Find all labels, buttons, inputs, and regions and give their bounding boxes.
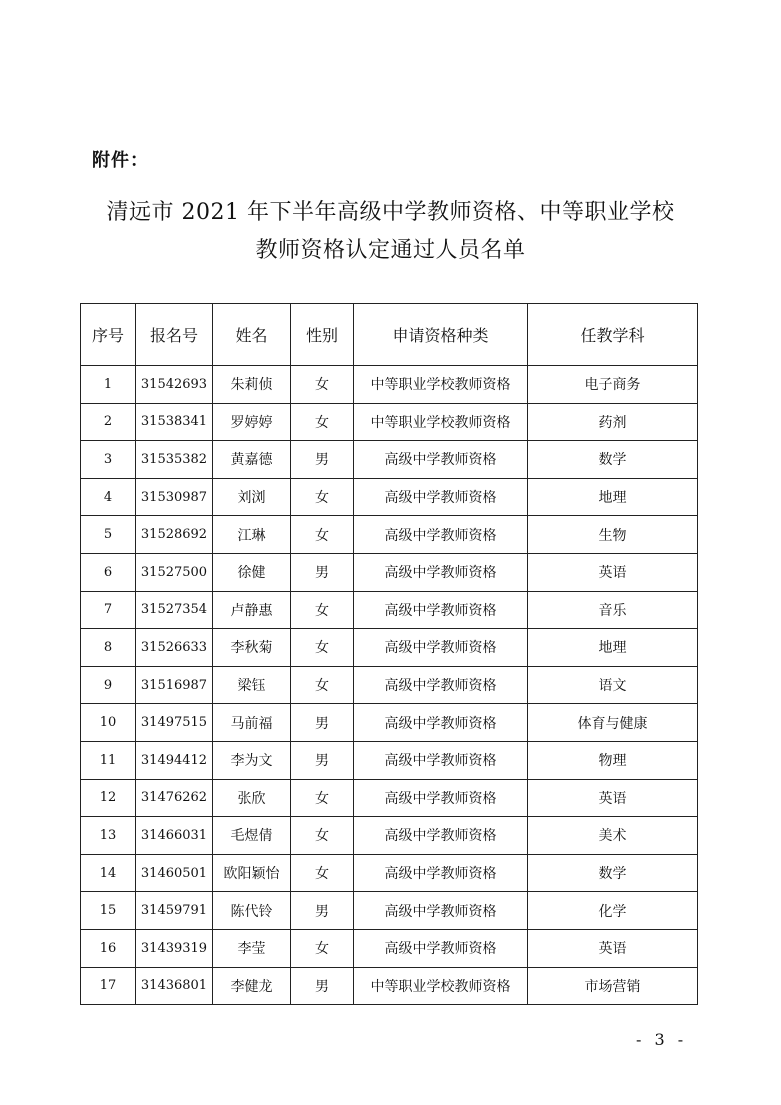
table-row bbox=[81, 741, 698, 779]
cell-qualification-type: 高级中学教师资格 bbox=[354, 629, 528, 667]
cell-subject: 音乐 bbox=[528, 591, 698, 629]
cell-qualification-type: 高级中学教师资格 bbox=[354, 666, 528, 704]
table-row bbox=[81, 478, 698, 516]
cell-registration-no: 31535382 bbox=[136, 441, 213, 479]
attachment-label: 附件： bbox=[92, 150, 149, 171]
cell-registration-no: 31530987 bbox=[136, 478, 213, 516]
cell-name: 毛煜倩 bbox=[213, 817, 291, 855]
cell-gender: 女 bbox=[291, 629, 354, 667]
cell-serial: 2 bbox=[81, 403, 136, 441]
cell-subject: 地理 bbox=[528, 629, 698, 667]
cell-serial: 7 bbox=[81, 591, 136, 629]
cell-subject: 美术 bbox=[528, 817, 698, 855]
table-header-row bbox=[81, 304, 698, 366]
cell-name: 朱莉侦 bbox=[213, 366, 291, 404]
cell-name: 江琳 bbox=[213, 516, 291, 554]
table-row bbox=[81, 892, 698, 930]
cell-serial: 10 bbox=[81, 704, 136, 742]
cell-gender: 女 bbox=[291, 929, 354, 967]
cell-registration-no: 31460501 bbox=[136, 854, 213, 892]
cell-qualification-type: 高级中学教师资格 bbox=[354, 929, 528, 967]
cell-qualification-type: 高级中学教师资格 bbox=[354, 741, 528, 779]
header-gender: 性别 bbox=[291, 304, 354, 366]
table-row bbox=[81, 929, 698, 967]
cell-name: 徐健 bbox=[213, 553, 291, 591]
cell-registration-no: 31436801 bbox=[136, 967, 213, 1005]
cell-name: 李莹 bbox=[213, 929, 291, 967]
cell-qualification-type: 中等职业学校教师资格 bbox=[354, 366, 528, 404]
cell-gender: 女 bbox=[291, 478, 354, 516]
cell-qualification-type: 高级中学教师资格 bbox=[354, 591, 528, 629]
cell-gender: 女 bbox=[291, 591, 354, 629]
cell-subject: 数学 bbox=[528, 441, 698, 479]
cell-name: 刘浏 bbox=[213, 478, 291, 516]
table-row bbox=[81, 779, 698, 817]
roster-table bbox=[80, 303, 698, 1005]
cell-name: 罗婷婷 bbox=[213, 403, 291, 441]
cell-qualification-type: 高级中学教师资格 bbox=[354, 779, 528, 817]
cell-qualification-type: 中等职业学校教师资格 bbox=[354, 967, 528, 1005]
cell-serial: 11 bbox=[81, 741, 136, 779]
cell-gender: 男 bbox=[291, 441, 354, 479]
table-row bbox=[81, 967, 698, 1005]
cell-serial: 1 bbox=[81, 366, 136, 404]
table-row bbox=[81, 666, 698, 704]
cell-name: 马前福 bbox=[213, 704, 291, 742]
table-row bbox=[81, 516, 698, 554]
table-row bbox=[81, 704, 698, 742]
header-registration-no: 报名号 bbox=[136, 304, 213, 366]
cell-serial: 16 bbox=[81, 929, 136, 967]
cell-name: 张欣 bbox=[213, 779, 291, 817]
table-row bbox=[81, 817, 698, 855]
cell-registration-no: 31526633 bbox=[136, 629, 213, 667]
cell-registration-no: 31439319 bbox=[136, 929, 213, 967]
cell-registration-no: 31516987 bbox=[136, 666, 213, 704]
cell-gender: 男 bbox=[291, 967, 354, 1005]
cell-qualification-type: 高级中学教师资格 bbox=[354, 553, 528, 591]
cell-name: 李为文 bbox=[213, 741, 291, 779]
cell-registration-no: 31538341 bbox=[136, 403, 213, 441]
document-title-line-1: 清远市 2021 年下半年高级中学教师资格、中等职业学校 bbox=[106, 200, 675, 225]
cell-subject: 英语 bbox=[528, 779, 698, 817]
table-row bbox=[81, 854, 698, 892]
page-number: - 3 - bbox=[636, 1030, 688, 1049]
cell-gender: 女 bbox=[291, 779, 354, 817]
cell-name: 李秋菊 bbox=[213, 629, 291, 667]
cell-serial: 3 bbox=[81, 441, 136, 479]
cell-serial: 15 bbox=[81, 892, 136, 930]
cell-registration-no: 31459791 bbox=[136, 892, 213, 930]
cell-name: 梁钰 bbox=[213, 666, 291, 704]
cell-qualification-type: 高级中学教师资格 bbox=[354, 478, 528, 516]
cell-gender: 男 bbox=[291, 741, 354, 779]
cell-gender: 女 bbox=[291, 403, 354, 441]
cell-registration-no: 31494412 bbox=[136, 741, 213, 779]
document-title-line-2: 教师资格认定通过人员名单 bbox=[255, 238, 526, 263]
cell-qualification-type: 高级中学教师资格 bbox=[354, 817, 528, 855]
cell-name: 黄嘉德 bbox=[213, 441, 291, 479]
cell-serial: 13 bbox=[81, 817, 136, 855]
cell-subject: 数学 bbox=[528, 854, 698, 892]
cell-serial: 14 bbox=[81, 854, 136, 892]
cell-qualification-type: 高级中学教师资格 bbox=[354, 516, 528, 554]
cell-gender: 女 bbox=[291, 666, 354, 704]
cell-name: 李健龙 bbox=[213, 967, 291, 1005]
table-row bbox=[81, 553, 698, 591]
cell-gender: 女 bbox=[291, 854, 354, 892]
cell-subject: 市场营销 bbox=[528, 967, 698, 1005]
cell-subject: 英语 bbox=[528, 929, 698, 967]
cell-serial: 4 bbox=[81, 478, 136, 516]
cell-gender: 男 bbox=[291, 892, 354, 930]
cell-subject: 药剂 bbox=[528, 403, 698, 441]
cell-qualification-type: 高级中学教师资格 bbox=[354, 854, 528, 892]
cell-serial: 8 bbox=[81, 629, 136, 667]
cell-subject: 物理 bbox=[528, 741, 698, 779]
header-serial: 序号 bbox=[81, 304, 136, 366]
cell-subject: 英语 bbox=[528, 553, 698, 591]
cell-registration-no: 31528692 bbox=[136, 516, 213, 554]
table-row bbox=[81, 366, 698, 404]
cell-name: 卢静惠 bbox=[213, 591, 291, 629]
cell-subject: 体育与健康 bbox=[528, 704, 698, 742]
cell-subject: 地理 bbox=[528, 478, 698, 516]
cell-gender: 女 bbox=[291, 516, 354, 554]
cell-registration-no: 31527500 bbox=[136, 553, 213, 591]
cell-serial: 9 bbox=[81, 666, 136, 704]
cell-serial: 5 bbox=[81, 516, 136, 554]
cell-subject: 生物 bbox=[528, 516, 698, 554]
cell-serial: 17 bbox=[81, 967, 136, 1005]
cell-serial: 6 bbox=[81, 553, 136, 591]
table-row bbox=[81, 629, 698, 667]
cell-gender: 男 bbox=[291, 553, 354, 591]
cell-registration-no: 31542693 bbox=[136, 366, 213, 404]
cell-qualification-type: 高级中学教师资格 bbox=[354, 892, 528, 930]
header-qualification-type: 申请资格种类 bbox=[354, 304, 528, 366]
cell-registration-no: 31476262 bbox=[136, 779, 213, 817]
cell-qualification-type: 高级中学教师资格 bbox=[354, 441, 528, 479]
header-name: 姓名 bbox=[213, 304, 291, 366]
cell-subject: 化学 bbox=[528, 892, 698, 930]
cell-qualification-type: 中等职业学校教师资格 bbox=[354, 403, 528, 441]
cell-serial: 12 bbox=[81, 779, 136, 817]
table-row bbox=[81, 441, 698, 479]
header-subject: 任教学科 bbox=[528, 304, 698, 366]
cell-registration-no: 31527354 bbox=[136, 591, 213, 629]
cell-subject: 语文 bbox=[528, 666, 698, 704]
cell-qualification-type: 高级中学教师资格 bbox=[354, 704, 528, 742]
cell-name: 陈代铃 bbox=[213, 892, 291, 930]
table-row bbox=[81, 591, 698, 629]
table-row bbox=[81, 403, 698, 441]
cell-subject: 电子商务 bbox=[528, 366, 698, 404]
cell-gender: 女 bbox=[291, 366, 354, 404]
cell-name: 欧阳颖怡 bbox=[213, 854, 291, 892]
roster-body bbox=[81, 366, 698, 1005]
cell-gender: 男 bbox=[291, 704, 354, 742]
cell-registration-no: 31497515 bbox=[136, 704, 213, 742]
cell-gender: 女 bbox=[291, 817, 354, 855]
cell-registration-no: 31466031 bbox=[136, 817, 213, 855]
